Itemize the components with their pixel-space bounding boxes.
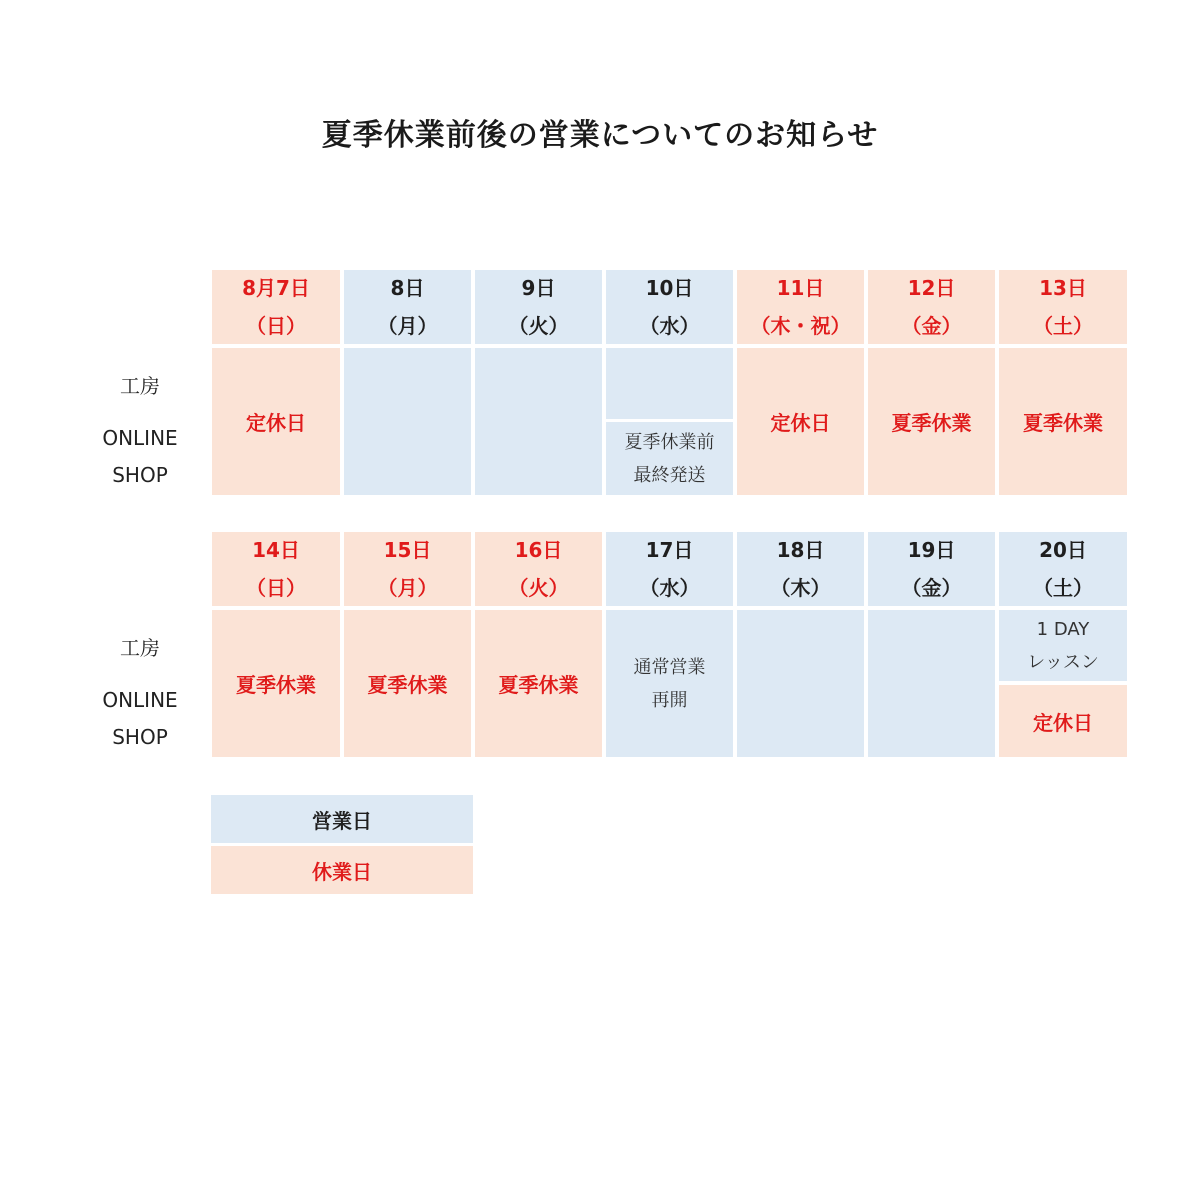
day-date: 13日 (1039, 276, 1087, 300)
side-label-shop: SHOP (112, 463, 168, 487)
day-date: 14日 (252, 538, 300, 562)
day-of-week: （日） (246, 314, 306, 338)
day-date: 15日 (383, 538, 432, 562)
day-of-week: （火） (508, 314, 569, 338)
day-of-week: （月） (377, 314, 438, 338)
note-line: 1 DAY (1036, 618, 1090, 640)
note-line: 再開 (651, 689, 688, 711)
legend-open-days: 営業日 (211, 795, 473, 843)
day-header (212, 532, 340, 606)
day-cell-bottom: 定休日 (999, 685, 1127, 757)
side-label-online: ONLINE (102, 688, 178, 712)
day-cell: 夏季休業 (475, 610, 602, 757)
day-of-week: （日） (246, 576, 306, 600)
day-cell: 夏季休業 (868, 348, 995, 495)
day-of-week: （金） (901, 314, 962, 338)
day-of-week: （火） (508, 576, 569, 600)
day-date: 12日 (907, 276, 956, 300)
day-of-week: （月） (377, 576, 438, 600)
note-line: 夏季休業前 (624, 431, 715, 453)
day-header (344, 532, 471, 606)
day-header (475, 270, 602, 344)
day-header (868, 532, 995, 606)
day-of-week: （木・祝） (750, 314, 851, 338)
day-header (475, 532, 602, 606)
day-cell (737, 610, 864, 757)
side-label-workshop: 工房 (120, 374, 160, 398)
day-cell: 定休日 (212, 348, 340, 495)
side-label-online: ONLINE (102, 426, 178, 450)
day-date: 17日 (645, 538, 694, 562)
day-date: 18日 (776, 538, 825, 562)
day-of-week: （水） (639, 576, 700, 600)
day-header (606, 532, 733, 606)
day-date: 8日 (390, 276, 425, 300)
day-cell: 定休日 (737, 348, 864, 495)
day-of-week: （金） (901, 576, 962, 600)
day-cell: 夏季休業 (344, 610, 471, 757)
day-date: 8月7日 (242, 276, 310, 300)
day-of-week: （水） (639, 314, 700, 338)
day-date: 10日 (645, 276, 694, 300)
note-line: 通常営業 (633, 656, 706, 678)
day-header (737, 532, 864, 606)
day-cell-note (606, 610, 733, 757)
day-cell (344, 348, 471, 495)
day-cell (475, 348, 602, 495)
day-cell: 夏季休業 (212, 610, 340, 757)
side-label-shop: SHOP (112, 725, 168, 749)
day-cell-note (999, 610, 1127, 681)
day-date: 9日 (521, 276, 556, 300)
day-date: 11日 (776, 276, 825, 300)
day-date: 16日 (514, 538, 563, 562)
day-header (737, 270, 864, 344)
note-line: 最終発送 (633, 464, 706, 486)
day-header (868, 270, 995, 344)
day-header (212, 270, 340, 344)
day-cell (868, 610, 995, 757)
page-title: 夏季休業前後の営業についてのお知らせ (321, 118, 879, 153)
note-line: レッスン (1027, 651, 1099, 673)
day-cell-top (606, 348, 733, 419)
day-cell: 夏季休業 (999, 348, 1127, 495)
day-header (606, 270, 733, 344)
day-of-week: （木） (770, 576, 831, 600)
legend-closed-days: 休業日 (211, 846, 473, 894)
day-date: 19日 (907, 538, 956, 562)
day-header (999, 270, 1127, 344)
day-of-week: （土） (1033, 314, 1093, 338)
day-date: 20日 (1039, 538, 1087, 562)
day-header (344, 270, 471, 344)
day-cell-note (606, 422, 733, 495)
side-label-workshop: 工房 (120, 636, 160, 660)
day-header (999, 532, 1127, 606)
day-of-week: （土） (1033, 576, 1093, 600)
